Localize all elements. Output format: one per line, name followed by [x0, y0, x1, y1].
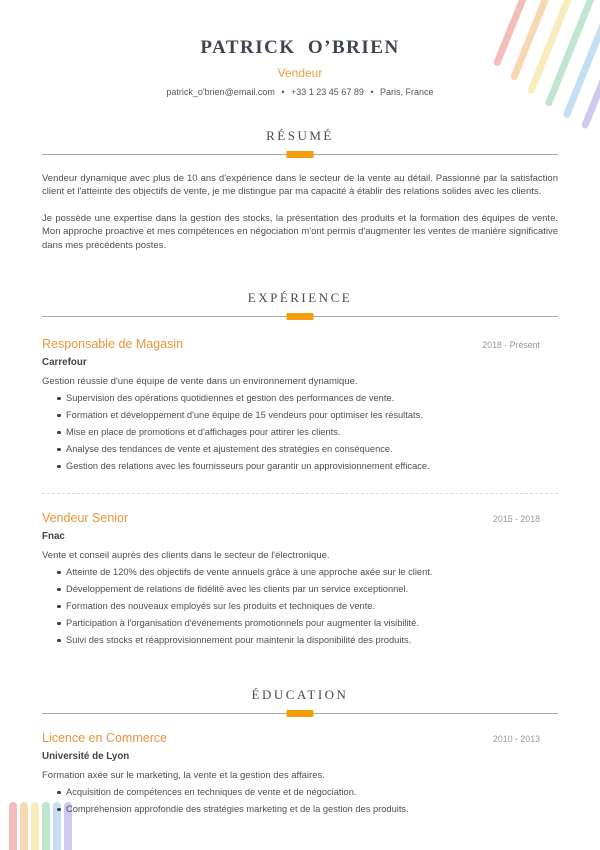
- entry-header: [42, 730, 558, 746]
- section-resume: [42, 129, 558, 252]
- job-dates: 2015 - 2018: [493, 514, 540, 525]
- entry-header: [42, 510, 558, 526]
- resume-content: [42, 129, 558, 815]
- school-name: Université de Lyon: [42, 751, 130, 763]
- job-role: Vendeur: [277, 66, 323, 80]
- job-bullet: Atteinte de 120% des objectifs de vente annuels grâce à une approche axée sur le client.: [66, 567, 558, 578]
- education-entry-lyon: [42, 730, 558, 815]
- section-divider: [42, 151, 558, 158]
- contact-separator: •: [281, 87, 285, 97]
- job-bullet: Formation des nouveaux employés sur les produits et techniques de vente.: [66, 601, 558, 612]
- education-bullet: Compréhension approfondie des stratégies marketing et de la gestion des produits.: [66, 804, 558, 815]
- job-bullet-list: [42, 393, 558, 472]
- education-description: Formation axée sur le marketing, la vente et la gestion des affaires.: [42, 770, 325, 782]
- section-experience: [42, 291, 558, 646]
- resume-summary: [42, 172, 558, 252]
- stripe-red: [9, 802, 17, 850]
- section-title-experience: EXPÉRIENCE: [247, 290, 353, 306]
- contact-email: patrick_o'brien@email.com: [166, 87, 275, 97]
- education-bullet-list: [42, 787, 558, 815]
- section-divider: [42, 313, 558, 320]
- job-separator-dashed: [42, 493, 558, 494]
- entry-header: [42, 336, 558, 352]
- job-title: Responsable de Magasin: [42, 337, 184, 352]
- job-bullet: Suivi des stocks et réapprovisionnement pour maintenir la disponibilité des produits.: [66, 635, 558, 646]
- experience-entry-carrefour: [42, 336, 558, 472]
- job-bullet: Mise en place de promotions et d'affichages pour attirer les clients.: [66, 427, 558, 438]
- job-description: Vente et conseil auprès des clients dans le secteur de l'électronique.: [42, 550, 330, 562]
- divider-accent-chip: [287, 151, 314, 158]
- company-name: Fnac: [42, 531, 65, 543]
- job-bullet: Participation à l'organisation d'événements promotionnels pour augmenter la visibilité.: [66, 618, 558, 629]
- education-dates: 2010 - 2013: [493, 734, 540, 745]
- job-bullet: Analyse des tendances de vente et ajustement des stratégies en conséquence.: [66, 444, 558, 455]
- stripe-yellow: [31, 802, 39, 850]
- section-divider: [42, 710, 558, 717]
- contact-separator: •: [370, 87, 374, 97]
- education-bullet: Acquisition de compétences en techniques de vente et de négociation.: [66, 787, 558, 798]
- candidate-name: PATRICK O’BRIEN: [200, 37, 400, 58]
- contact-phone: +33 1 23 45 67 89: [291, 87, 364, 97]
- job-bullet: Supervision des opérations quotidiennes et gestion des performances de vente.: [66, 393, 558, 404]
- divider-accent-chip: [287, 313, 314, 320]
- company-name: Carrefour: [42, 357, 87, 369]
- experience-entry-fnac: [42, 510, 558, 646]
- job-bullet: Gestion des relations avec les fournisseurs pour garantir un approvisionnement efficace.: [66, 461, 558, 472]
- job-bullet: Formation et développement d'une équipe de 15 vendeurs pour optimiser les résultats.: [66, 410, 558, 421]
- job-bullet: Développement de relations de fidélité avec les clients par un service exceptionnel.: [66, 584, 558, 595]
- divider-accent-chip: [287, 710, 314, 717]
- resume-header: [0, 0, 600, 98]
- job-bullet-list: [42, 567, 558, 646]
- degree-title: Licence en Commerce: [42, 731, 168, 746]
- job-description: Gestion réussie d'une équipe de vente dans un environnement dynamique.: [42, 376, 358, 388]
- summary-paragraph: Je possède une expertise dans la gestion des stocks, la présentation des produits et la formation des équipes de vente. Mon approche proactive et mes compétences en négociation m'ont permis d'augmenter les ventes de manière significative dans mes précédents postes.: [42, 212, 558, 251]
- section-education: [42, 688, 558, 815]
- job-title: Vendeur Senior: [42, 511, 129, 526]
- job-dates: 2018 - Présent: [482, 340, 540, 351]
- section-title-education: ÉDUCATION: [251, 687, 349, 703]
- section-title-resume: RÉSUMÉ: [266, 128, 334, 143]
- contact-location: Paris, France: [380, 87, 434, 97]
- contact-line: [0, 87, 600, 98]
- summary-paragraph: Vendeur dynamique avec plus de 10 ans d'expérience dans le secteur de la vente au détail. Passionné par la satisfaction client et l'atteinte des objectifs de vente, je me distingue par ma capacité à établir des relations solides avec les clients.: [42, 173, 558, 198]
- stripe-orange: [20, 802, 28, 850]
